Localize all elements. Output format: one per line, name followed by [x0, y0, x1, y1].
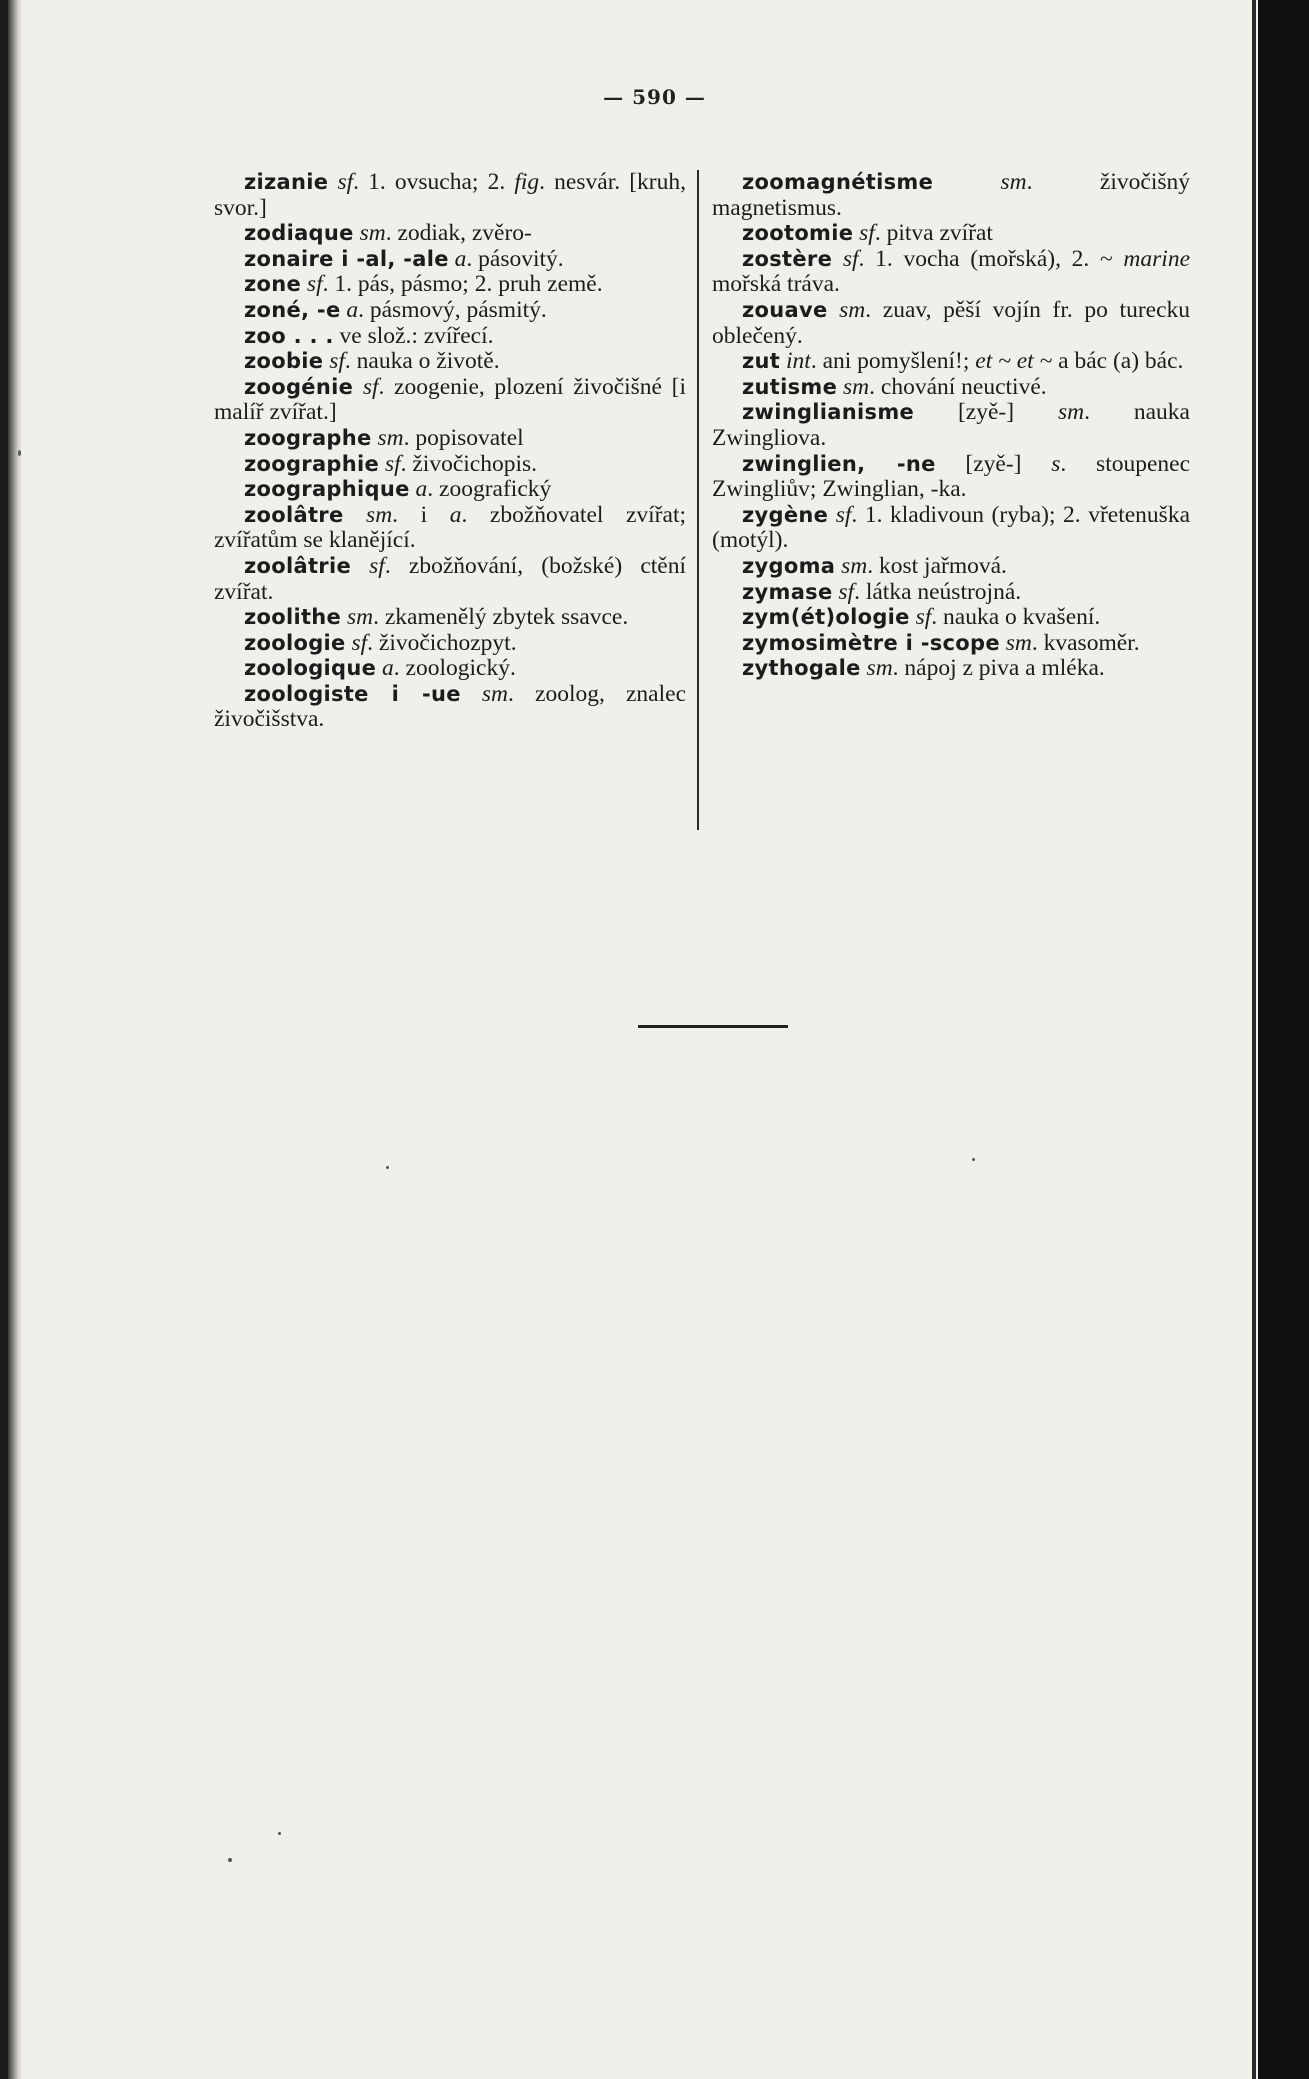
- column-divider: [697, 170, 699, 830]
- definition-text: . živočišný magnetismus.: [712, 169, 1190, 221]
- definition-text: . živočichozpyt.: [367, 629, 517, 656]
- dictionary-entry: [214, 452, 686, 478]
- definition-text: . nauka o kvašení.: [931, 604, 1101, 631]
- definition-text: . nauka o životě.: [344, 348, 500, 375]
- scan-speck: [278, 1832, 281, 1835]
- headword: zouave: [742, 297, 828, 322]
- dictionary-entry: [214, 298, 686, 324]
- dictionary-entry: [712, 221, 1190, 247]
- definition-text: . látka neústrojná.: [854, 578, 1022, 605]
- grammar-abbrev: a: [449, 501, 462, 528]
- grammar-abbrev: sm: [839, 296, 866, 323]
- headword: zoolâtre: [244, 502, 344, 527]
- dictionary-entry: [712, 298, 1190, 349]
- definition-text: . zbožňování, (božské) ctění zvířat.: [214, 552, 686, 605]
- dictionary-entry: [214, 682, 686, 733]
- grammar-abbrev: a: [382, 655, 394, 682]
- definition-text: [933, 169, 1000, 195]
- dictionary-entry: [214, 477, 686, 503]
- definition-text: [832, 246, 843, 272]
- definition-text: . zoografický: [427, 476, 552, 503]
- grammar-abbrev: fig: [514, 169, 540, 195]
- dictionary-entry: [712, 400, 1190, 451]
- headword: zoogénie: [244, 374, 354, 399]
- definition-text: . zbožňovatel zvířat; zvířatům se klanějící.: [214, 501, 687, 554]
- grammar-abbrev: sm: [346, 604, 374, 631]
- grammar-abbrev: sf: [859, 220, 875, 247]
- definition-text: [343, 502, 366, 528]
- definition-text: . nesvár. [kruh, svor.]: [214, 169, 687, 221]
- headword: zoné, -e: [244, 297, 341, 322]
- grammar-abbrev: marine: [1123, 245, 1190, 272]
- grammar-abbrev: sf: [369, 552, 385, 579]
- grammar-abbrev: sm: [481, 680, 509, 707]
- headword: zwinglianisme: [742, 400, 915, 425]
- grammar-abbrev: sf: [362, 373, 379, 400]
- definition-text: . zoogenie, plození živočišné [i malíř zvířat.]: [214, 373, 687, 426]
- dictionary-entry: [712, 452, 1190, 503]
- grammar-abbrev: sm: [359, 220, 386, 247]
- grammar-abbrev: sf: [838, 578, 855, 605]
- grammar-abbrev: sf: [915, 604, 932, 631]
- headword: zoologiste i -ue: [244, 681, 461, 706]
- page-number: — 590 —: [603, 85, 706, 109]
- headword: zygène: [742, 502, 829, 527]
- dictionary-entry: [214, 247, 686, 273]
- grammar-abbrev: sm: [1057, 399, 1085, 426]
- grammar-abbrev: a: [454, 245, 467, 272]
- headword: zostère: [742, 246, 833, 271]
- grammar-abbrev: a: [415, 476, 428, 503]
- headword: zymase: [742, 579, 833, 604]
- definition-text: . pásovitý.: [466, 245, 564, 272]
- left-column: [214, 170, 686, 733]
- definition-text: . kost jařmová.: [867, 552, 1007, 579]
- dictionary-entry: [214, 272, 686, 298]
- headword: zone: [244, 272, 302, 297]
- dictionary-entry: [214, 221, 686, 247]
- definition-text: . kvasoměr.: [1031, 629, 1140, 656]
- headword: zoologie: [244, 630, 346, 655]
- definition-text: . pásmový, pásmitý.: [358, 296, 547, 323]
- definition-text: . nápoj z piva a mléka.: [892, 655, 1105, 682]
- headword: zutisme: [742, 374, 838, 399]
- grammar-abbrev: sf: [384, 450, 401, 477]
- right-column: [712, 170, 1190, 682]
- grammar-abbrev: sm: [1005, 629, 1032, 656]
- definition-text: [828, 502, 836, 528]
- grammar-abbrev: sf: [842, 245, 859, 272]
- definition-text: . pitva zvířat: [874, 220, 993, 247]
- headword: zymosimètre i -scope: [742, 630, 1000, 655]
- headword: zwinglien, -ne: [742, 451, 936, 476]
- grammar-abbrev: sm: [1000, 169, 1027, 195]
- end-rule: [638, 1025, 788, 1028]
- grammar-abbrev: s: [1051, 450, 1061, 477]
- headword: zoographique: [244, 477, 410, 502]
- dictionary-entry: [214, 503, 686, 554]
- headword: zoomagnétisme: [742, 170, 934, 194]
- definition-text: [351, 553, 369, 579]
- definition-text: a bác (a) bác.: [1052, 348, 1184, 375]
- dictionary-entry: [712, 656, 1190, 682]
- dictionary-entry: [712, 554, 1190, 580]
- definition-text: [828, 297, 840, 323]
- definition-text: . zodiak, zvěro-: [385, 220, 532, 247]
- headword: zootomie: [742, 221, 854, 246]
- definition-text: [353, 374, 363, 400]
- dictionary-entry: [712, 631, 1190, 657]
- headword: zut: [742, 349, 781, 374]
- definition-text: [461, 681, 482, 707]
- dictionary-entry: [214, 375, 686, 426]
- scan-speck: [18, 450, 21, 456]
- grammar-abbrev: sm: [843, 373, 870, 400]
- headword: zonaire i -al, -ale: [244, 246, 449, 271]
- dictionary-entry: [214, 170, 686, 221]
- headword: zythogale: [742, 656, 861, 681]
- dictionary-entry: [214, 631, 686, 657]
- grammar-abbrev: sm: [866, 655, 893, 682]
- grammar-abbrev: sf: [306, 271, 323, 298]
- dictionary-entry: [214, 349, 686, 375]
- definition-text: . ani pomyšlení!;: [810, 348, 976, 375]
- grammar-abbrev: sf: [329, 348, 345, 375]
- definition-text: ve slož.: zvířecí.: [333, 322, 494, 349]
- grammar-abbrev: a: [346, 296, 359, 323]
- scan-dark-margin: [1258, 0, 1309, 2079]
- definition-text: . 1. kladivoun (ryba); 2. vřetenuška (motýl).: [712, 501, 1190, 554]
- headword: zygoma: [742, 553, 836, 578]
- headword: zoobie: [244, 349, 324, 374]
- definition-text: . zoolog, znalec živočišstva.: [214, 680, 687, 733]
- definition-text: mořská tráva.: [712, 271, 840, 298]
- dictionary-entry: [712, 247, 1190, 298]
- headword: zoologique: [244, 656, 377, 681]
- dictionary-entry: [712, 375, 1190, 401]
- grammar-abbrev: sf: [835, 501, 852, 528]
- page-edge-line: [1252, 0, 1256, 2079]
- headword: zoographe: [244, 425, 372, 450]
- dictionary-entry: [712, 349, 1190, 375]
- headword: zoolâtrie: [244, 553, 351, 578]
- grammar-abbrev: sf: [351, 629, 368, 656]
- dictionary-entry: [214, 605, 686, 631]
- page-binding-shadow: [8, 0, 22, 2079]
- grammar-abbrev: sm: [377, 424, 404, 451]
- scan-speck: [386, 1166, 389, 1169]
- grammar-abbrev: sf: [337, 169, 354, 195]
- definition-text: . 1. ovsucha; 2.: [353, 169, 515, 195]
- dictionary-entry: [214, 554, 686, 605]
- grammar-abbrev: sm: [841, 552, 868, 579]
- dictionary-entry: [712, 580, 1190, 606]
- definition-text: . i: [392, 501, 450, 528]
- definition-text: . chování neuctivé.: [869, 373, 1047, 400]
- headword: zizanie: [244, 170, 329, 194]
- headword: zodiaque: [244, 221, 354, 246]
- headword: zoographie: [244, 451, 380, 476]
- headword: zym(ét)ologie: [742, 605, 910, 630]
- definition-text: . zkamenělý zbytek ssavce.: [373, 604, 629, 631]
- definition-text: [zyě-]: [935, 450, 1052, 477]
- dictionary-entry: [214, 324, 686, 350]
- scan-speck: [228, 1858, 232, 1862]
- definition-text: . zoologický.: [393, 655, 516, 682]
- definition-text: . 1. vocha (mořská), 2. ~: [858, 245, 1124, 272]
- definition-text: . nauka Zwingliova.: [712, 399, 1190, 451]
- dictionary-entry: [712, 170, 1190, 221]
- scan-speck: [972, 1158, 975, 1161]
- definition-text: . živočichopis.: [400, 450, 538, 477]
- grammar-abbrev: sm: [366, 501, 393, 528]
- dictionary-entry: [214, 656, 686, 682]
- dictionary-entry: [712, 605, 1190, 631]
- definition-text: . 1. pás, pásmo; 2. pruh země.: [322, 271, 603, 298]
- dictionary-entry: [214, 426, 686, 452]
- definition-text: [zyě-]: [914, 399, 1058, 426]
- headword: zoolithe: [244, 605, 342, 630]
- definition-text: . popisovatel: [403, 424, 524, 451]
- headword: zoo . . .: [244, 323, 334, 348]
- grammar-abbrev: int: [786, 348, 811, 375]
- dictionary-entry: [712, 503, 1190, 554]
- definition-text: . stoupenec Zwingliův; Zwinglian, -ka.: [712, 450, 1191, 503]
- definition-text: . zuav, pěší vojín fr. po turecku oblečený.: [712, 296, 1191, 349]
- grammar-abbrev: et ~ et ~: [975, 348, 1053, 375]
